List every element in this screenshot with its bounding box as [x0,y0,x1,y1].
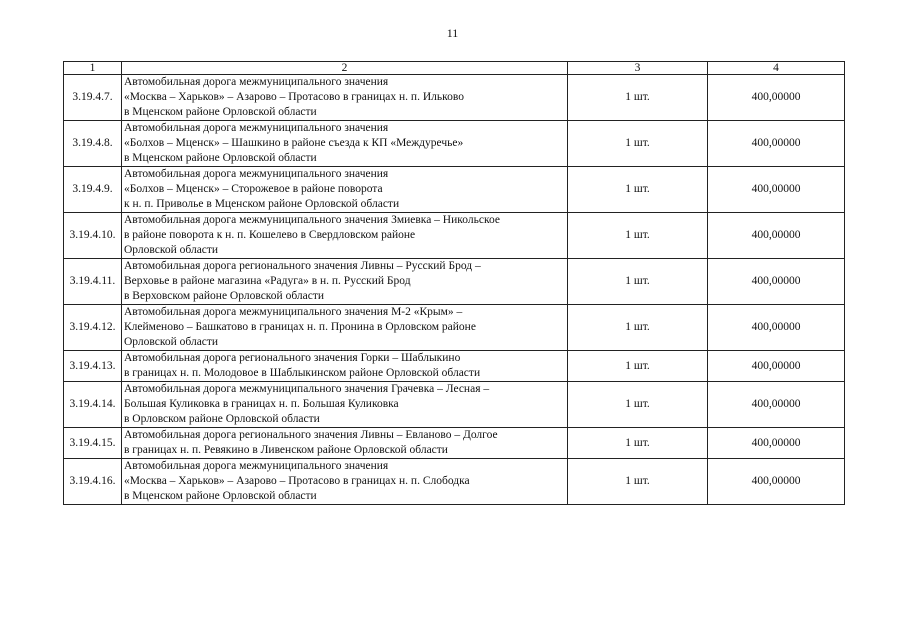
description-line: в Мценском районе Орловской области [124,106,317,118]
description-line: Автомобильная дорога межмуниципального значения Грачевка – Лесная – [124,383,490,395]
description-line: в границах н. п. Молодовое в Шаблыкинском районе Орловской области [124,367,481,379]
item-description [122,121,568,167]
item-amount: 400,00000 [708,382,845,428]
table-row [64,259,845,305]
item-amount: 400,00000 [708,351,845,382]
description-line: «Москва – Харьков» – Азарово – Протасово в границах н. п. Ильково [124,91,464,103]
page-number: 11 [446,26,459,40]
table-row [64,305,845,351]
item-code: 3.19.4.9. [64,167,122,213]
description-line: Орловской области [124,336,219,348]
table-row [64,459,845,505]
item-quantity: 1 шт. [568,305,708,351]
item-amount: 400,00000 [708,213,845,259]
item-description [122,305,568,351]
column-header-4: 4 [708,62,845,75]
description-line: Верховье в районе магазина «Радуга» в н. п. Русский Брод [124,275,411,287]
description-line: Автомобильная дорога регионального значения Горки – Шаблыкино [124,352,461,364]
description-line: Большая Куликовка в границах н. п. Большая Куликовка [124,398,399,410]
column-header-1: 1 [64,62,122,75]
column-header-3: 3 [568,62,708,75]
item-amount: 400,00000 [708,428,845,459]
item-code: 3.19.4.10. [64,213,122,259]
item-code: 3.19.4.16. [64,459,122,505]
item-description [122,459,568,505]
description-line: в границах н. п. Ревякино в Ливенском районе Орловской области [124,444,448,456]
item-amount: 400,00000 [708,259,845,305]
description-line: Автомобильная дорога межмуниципального значения [124,168,389,180]
description-line: в Верховском районе Орловской области [124,290,325,302]
item-code: 3.19.4.11. [64,259,122,305]
table-row [64,213,845,259]
description-line: Автомобильная дорога межмуниципального значения [124,460,389,472]
description-line: Клейменово – Башкатово в границах н. п. Пронина в Орловском районе [124,321,476,333]
item-amount: 400,00000 [708,75,845,121]
table-row [64,121,845,167]
item-code: 3.19.4.12. [64,305,122,351]
description-line: «Болхов – Мценск» – Шашкино в районе съезда к КП «Междуречье» [124,137,464,149]
item-amount: 400,00000 [708,305,845,351]
description-line: в Мценском районе Орловской области [124,490,317,502]
description-line: Автомобильная дорога межмуниципального значения Змиевка – Никольское [124,214,500,226]
item-code: 3.19.4.8. [64,121,122,167]
item-quantity: 1 шт. [568,213,708,259]
item-quantity: 1 шт. [568,121,708,167]
description-line: в районе поворота к н. п. Кошелево в Свердловском районе [124,229,416,241]
item-description [122,259,568,305]
table-row [64,428,845,459]
item-quantity: 1 шт. [568,259,708,305]
description-line: Автомобильная дорога межмуниципального значения [124,76,389,88]
item-quantity: 1 шт. [568,351,708,382]
description-line: Автомобильная дорога межмуниципального значения М-2 «Крым» – [124,306,463,318]
table-row [64,167,845,213]
road-objects-table [63,61,845,505]
table-row [64,75,845,121]
description-line: в Мценском районе Орловской области [124,152,317,164]
item-amount: 400,00000 [708,167,845,213]
description-line: к н. п. Приволье в Мценском районе Орловской области [124,198,400,210]
item-description [122,213,568,259]
item-description [122,351,568,382]
item-quantity: 1 шт. [568,75,708,121]
table-row [64,351,845,382]
description-line: Автомобильная дорога регионального значения Ливны – Русский Брод – [124,260,481,272]
description-line: в Орловском районе Орловской области [124,413,320,425]
item-code: 3.19.4.14. [64,382,122,428]
table-row [64,382,845,428]
description-line: «Москва – Харьков» – Азарово – Протасово в границах н. п. Слободка [124,475,470,487]
item-description [122,428,568,459]
item-description [122,382,568,428]
item-code: 3.19.4.13. [64,351,122,382]
item-amount: 400,00000 [708,121,845,167]
table-header-row [64,62,845,75]
item-code: 3.19.4.15. [64,428,122,459]
description-line: Орловской области [124,244,219,256]
item-description [122,167,568,213]
item-quantity: 1 шт. [568,382,708,428]
description-line: Автомобильная дорога регионального значения Ливны – Евланово – Долгое [124,429,498,441]
item-quantity: 1 шт. [568,167,708,213]
item-code: 3.19.4.7. [64,75,122,121]
item-quantity: 1 шт. [568,428,708,459]
description-line: «Болхов – Мценск» – Сторожевое в районе поворота [124,183,383,195]
table-body [64,75,845,505]
item-quantity: 1 шт. [568,459,708,505]
item-amount: 400,00000 [708,459,845,505]
column-header-2: 2 [122,62,568,75]
description-line: Автомобильная дорога межмуниципального значения [124,122,389,134]
item-description [122,75,568,121]
